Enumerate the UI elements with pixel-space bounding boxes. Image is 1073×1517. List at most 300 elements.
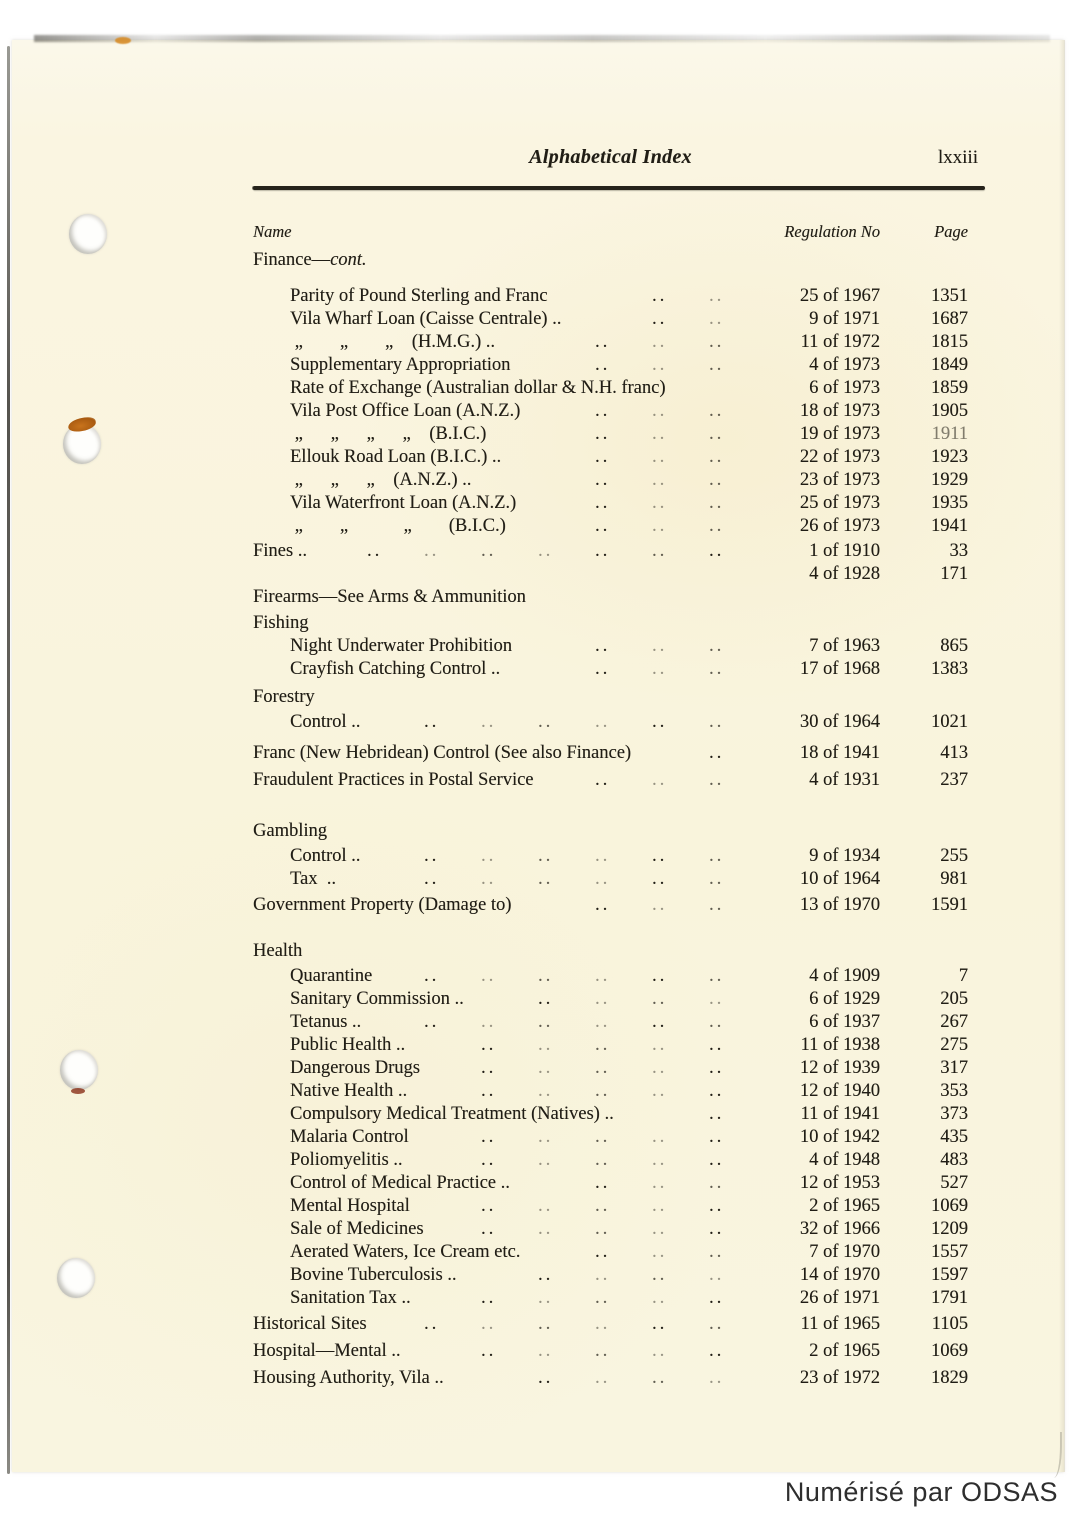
leader-dots: .. [481,1196,497,1216]
index-rows [253,249,968,1390]
leader-dots: .. [709,1012,725,1032]
leader-dots: .. [652,424,668,444]
regulation-no: 17 of 1968 [799,659,880,679]
regulation-no: 13 of 1970 [799,895,880,915]
entry-name: Finance—cont. [253,250,367,270]
dot-leader [464,988,766,1011]
entry-name: Native Health .. [290,1081,408,1101]
entry-name: Quarantine [290,966,373,986]
entry-name: Tetanus .. [290,1012,362,1032]
leader-dots: .. [424,541,440,561]
leader-dots: .. [709,1127,725,1147]
index-row [253,249,968,272]
entry-name: Government Property (Damage to) [253,895,512,915]
page-no: 353 [940,1081,968,1101]
index-row [253,400,968,423]
regulation-no: 23 of 1973 [799,470,880,490]
leader-dots: .. [367,541,383,561]
leader-dots: .. [709,1368,725,1388]
page-no: 267 [940,1012,968,1032]
regulation-no: 4 of 1931 [809,770,880,790]
leader-dots: .. [652,895,668,915]
leader-dots: .. [652,966,668,986]
leader-dots: .. [709,541,725,561]
leader-dots: .. [481,1341,497,1361]
leader-dots: .. [595,355,611,375]
index-content [253,220,968,1390]
index-row [253,515,968,538]
leader-dots: .. [481,1058,497,1078]
regulation-no: 2 of 1965 [809,1341,880,1361]
leader-dots: .. [595,332,611,352]
regulation-no: 11 of 1938 [800,1035,880,1055]
leader-dots: .. [709,1219,725,1239]
dot-leader [506,515,766,538]
regulation-no: 4 of 1928 [809,564,880,584]
leader-dots: .. [481,966,497,986]
leader-dots: .. [595,1265,611,1285]
dot-leader [336,868,766,891]
index-row [253,769,968,792]
regulation-no: 2 of 1965 [809,1196,880,1216]
regulation-no: 25 of 1967 [799,286,880,306]
page-no: 373 [940,1104,968,1124]
leader-dots: .. [652,447,668,467]
entry-name: Control of Medical Practice .. [290,1173,510,1193]
running-header [253,146,978,172]
regulation-no: 7 of 1970 [809,1242,880,1262]
leader-dots: .. [652,636,668,656]
index-row [253,469,968,492]
leader-dots: .. [709,1081,725,1101]
regulation-no: 9 of 1971 [809,309,880,329]
index-row [253,1264,968,1287]
leader-dots: .. [595,493,611,513]
regulation-no: 26 of 1971 [799,1288,880,1308]
leader-dots: .. [538,1196,554,1216]
index-row [253,1367,968,1390]
leader-dots: .. [595,636,611,656]
index-row [253,586,968,609]
regulation-no: 18 of 1973 [799,401,880,421]
regulation-no: 11 of 1965 [800,1314,880,1334]
page-title: Alphabetical Index [529,146,692,168]
leader-dots: .. [424,1314,440,1334]
leader-dots: .. [709,1242,725,1262]
regulation-no: 18 of 1941 [799,743,880,763]
regulation-no: 26 of 1973 [799,516,880,536]
leader-dots: .. [481,1012,497,1032]
leader-dots: .. [481,1288,497,1308]
page-no: 981 [940,869,968,889]
page-no: 1687 [931,309,968,329]
entry-name: Poliomyelitis .. [290,1150,403,1170]
dot-leader [486,423,766,446]
leader-dots: .. [595,966,611,986]
entry-name: Ellouk Road Loan (B.I.C.) .. [290,447,502,467]
dot-leader [511,894,766,917]
page-no: 1935 [931,493,968,513]
entry-name: Vila Post Office Loan (A.N.Z.) [290,401,521,421]
entry-name: Sanitation Tax .. [290,1288,411,1308]
entry-name: Hospital—Mental .. [253,1341,401,1361]
leader-dots: .. [595,869,611,889]
leader-dots: .. [595,470,611,490]
leader-dots: .. [652,1012,668,1032]
entry-name: Parity of Pound Sterling and Franc [290,286,548,306]
leader-dots: .. [595,1242,611,1262]
entry-name: Forestry [253,687,315,707]
regulation-no: 4 of 1948 [809,1150,880,1170]
leader-dots: .. [538,966,554,986]
leader-dots: .. [538,1012,554,1032]
page-no: 1911 [931,424,968,444]
index-row [253,1241,968,1264]
regulation-no: 11 of 1972 [800,332,880,352]
leader-dots: .. [595,712,611,732]
regulation-no: 6 of 1929 [809,989,880,1009]
regulation-no: 11 of 1941 [800,1104,880,1124]
leader-dots: .. [709,470,725,490]
leader-dots: .. [595,895,611,915]
dot-leader [510,1172,766,1195]
leader-dots: .. [424,869,440,889]
column-header-regulation: Regulation No [784,222,880,241]
dot-leader [444,1367,766,1390]
leader-dots: .. [538,712,554,732]
leader-dots: .. [538,1219,554,1239]
leader-dots: .. [709,989,725,1009]
leader-dots: .. [709,966,725,986]
leader-dots: .. [595,401,611,421]
page-no: 275 [940,1035,968,1055]
page-no: 1591 [931,895,968,915]
entry-name: Housing Authority, Vila .. [253,1368,444,1388]
leader-dots: .. [538,989,554,1009]
leader-dots: .. [652,493,668,513]
entry-name: Sale of Medicines [290,1219,424,1239]
entry-name: Control .. [290,712,361,732]
leader-dots: .. [481,1219,497,1239]
regulation-no: 19 of 1973 [799,424,880,444]
leader-dots: .. [652,309,668,329]
index-row [253,331,968,354]
regulation-no: 10 of 1964 [799,869,880,889]
index-row [253,612,968,635]
leader-dots: .. [652,1265,668,1285]
index-row [253,1011,968,1034]
leader-dots: .. [538,1368,554,1388]
page-no: 1905 [931,401,968,421]
leader-dots: .. [595,1127,611,1147]
dot-leader [512,635,766,658]
page-no: 1069 [931,1196,968,1216]
dot-leader [520,400,766,423]
dot-leader [520,1241,766,1264]
page-no: 435 [940,1127,968,1147]
leader-dots: .. [709,1265,725,1285]
entry-name: Control .. [290,846,361,866]
leader-dots: .. [481,1314,497,1334]
leader-dots: .. [595,770,611,790]
entry-name: Vila Wharf Loan (Caisse Centrale) .. [290,309,562,329]
regulation-no: 4 of 1909 [809,966,880,986]
index-row [253,1313,968,1336]
leader-dots: .. [538,1341,554,1361]
leader-dots: .. [595,1012,611,1032]
leader-dots: .. [538,1288,554,1308]
regulation-no: 1 of 1910 [809,541,880,561]
dot-leader [516,492,766,515]
dot-leader [403,1149,766,1172]
leader-dots: .. [709,493,725,513]
leader-dots: .. [595,447,611,467]
leader-dots: .. [595,1219,611,1239]
page-no: 1849 [931,355,968,375]
page-no: 1351 [931,286,968,306]
page-no: 1209 [931,1219,968,1239]
index-row [253,1218,968,1241]
regulation-no: 12 of 1953 [799,1173,880,1193]
index-row [253,1287,968,1310]
index-row [253,1340,968,1363]
dot-leader [495,331,766,354]
leader-dots: .. [538,846,554,866]
index-row [253,635,968,658]
entry-name: Fines .. [253,541,307,561]
entry-name: Public Health .. [290,1035,406,1055]
index-row [253,446,968,469]
leader-dots: .. [595,424,611,444]
index-row [253,285,968,308]
leader-dots: .. [481,1081,497,1101]
leader-dots: .. [709,1150,725,1170]
leader-dots: .. [652,1058,668,1078]
dot-leader [424,1218,766,1241]
leader-dots: .. [595,1341,611,1361]
leader-dots: .. [481,1150,497,1170]
leader-dots: .. [709,659,725,679]
column-header-name: Name [253,222,292,241]
page-no: 205 [940,989,968,1009]
index-row [253,540,968,563]
page-no: 1859 [931,378,968,398]
page-no: 1791 [931,1288,968,1308]
entry-name: Gambling [253,821,327,841]
leader-dots: .. [595,1173,611,1193]
leader-dots: .. [652,1196,668,1216]
leader-dots: .. [595,1314,611,1334]
dot-leader [400,1340,766,1363]
leader-dots: .. [595,1368,611,1388]
entry-name: Compulsory Medical Treatment (Natives) .. [290,1104,614,1124]
leader-dots: .. [652,659,668,679]
index-row [253,492,968,515]
leader-dots: .. [652,516,668,536]
page-no: 237 [940,770,968,790]
index-row [253,820,968,843]
dot-leader [367,1313,766,1336]
leader-dots: .. [538,1035,554,1055]
index-row [253,868,968,891]
page-no: 1021 [931,712,968,732]
index-row [253,1126,968,1149]
leader-dots: .. [652,1150,668,1170]
regulation-no: 7 of 1963 [809,636,880,656]
page-no: 1923 [931,447,968,467]
page-corner-curl [1050,1432,1062,1478]
leader-dots: .. [595,541,611,561]
leader-dots: .. [595,1035,611,1055]
leader-dots: .. [652,869,668,889]
page-no: 1069 [931,1341,968,1361]
leader-dots: .. [709,1196,725,1216]
regulation-no: 10 of 1942 [799,1127,880,1147]
regulation-no: 23 of 1972 [799,1368,880,1388]
leader-dots: .. [481,1035,497,1055]
leader-dots: .. [652,470,668,490]
rust-speck-icon [115,37,131,44]
leader-dots: .. [595,1150,611,1170]
index-row [253,377,968,400]
entry-name: Vila Waterfront Loan (A.N.Z.) [290,493,517,513]
leader-dots: .. [652,1314,668,1334]
entry-name: Historical Sites [253,1314,367,1334]
leader-dots: .. [709,1288,725,1308]
dot-leader [360,711,766,734]
index-row [253,1149,968,1172]
leader-dots: .. [424,1012,440,1032]
leader-dots: .. [709,1035,725,1055]
leader-dots: .. [652,286,668,306]
leader-dots: .. [652,332,668,352]
leader-dots: .. [538,1127,554,1147]
dot-leader [510,354,766,377]
page-no: 33 [949,541,968,561]
dot-leader [407,1080,766,1103]
entry-name: Night Underwater Prohibition [290,636,512,656]
leader-dots: .. [709,447,725,467]
leader-dots: .. [481,869,497,889]
entry-name: Rate of Exchange (Australian dollar & N.H. franc) [290,378,666,398]
leader-dots: .. [424,966,440,986]
page-no: 317 [940,1058,968,1078]
leader-dots: .. [595,516,611,536]
dot-leader [561,308,766,331]
page-no: 1383 [931,659,968,679]
page-no: 1815 [931,332,968,352]
entry-name: Firearms—See Arms & Ammunition [253,587,526,607]
leader-dots: .. [709,743,725,763]
index-row [253,563,968,586]
entry-name: Bovine Tuberculosis .. [290,1265,457,1285]
regulation-no: 4 of 1973 [809,355,880,375]
column-header-row [253,220,968,243]
leader-dots: .. [652,1127,668,1147]
regulation-no: 25 of 1973 [799,493,880,513]
entry-name: Mental Hospital [290,1196,410,1216]
index-row [253,423,968,446]
regulation-no: 12 of 1939 [799,1058,880,1078]
ink-speck-icon [71,1088,85,1094]
page-no: 413 [940,743,968,763]
regulation-no: 6 of 1973 [809,378,880,398]
page-no: 1829 [931,1368,968,1388]
regulation-no: 6 of 1937 [809,1012,880,1032]
leader-dots: .. [424,846,440,866]
index-row [253,894,968,917]
leader-dots: .. [709,636,725,656]
index-row [253,742,968,765]
dot-leader [361,1011,766,1034]
index-row [253,711,968,734]
leader-dots: .. [652,770,668,790]
dot-leader [614,1103,766,1126]
index-row [253,1172,968,1195]
entry-name-italic-suffix: cont. [330,250,367,270]
page-no: 1597 [931,1265,968,1285]
dot-leader [457,1264,766,1287]
leader-dots: .. [709,895,725,915]
dot-leader [547,285,766,308]
folio-number: lxxiii [937,147,978,168]
leader-dots: .. [709,424,725,444]
regulation-no: 32 of 1966 [799,1219,880,1239]
leader-dots: .. [652,712,668,732]
entry-name: Malaria Control [290,1127,409,1147]
index-row [253,354,968,377]
page-no: 1105 [931,1314,968,1334]
leader-dots: .. [595,659,611,679]
index-row [253,1057,968,1080]
page-no: 1929 [931,470,968,490]
leader-dots: .. [538,1058,554,1078]
leader-dots: .. [652,989,668,1009]
leader-dots: .. [709,1104,725,1124]
leader-dots: .. [652,1173,668,1193]
dot-leader [420,1057,766,1080]
entry-name: Supplementary Appropriation [290,355,511,375]
leader-dots: .. [595,989,611,1009]
dot-leader [410,1195,766,1218]
leader-dots: .. [709,355,725,375]
leader-dots: .. [652,355,668,375]
leader-dots: .. [538,1081,554,1101]
leader-dots: .. [481,1127,497,1147]
index-row [253,988,968,1011]
leader-dots: .. [709,770,725,790]
regulation-no: 14 of 1970 [799,1265,880,1285]
index-row [253,686,968,709]
page-no: 1941 [931,516,968,536]
index-row [253,1034,968,1057]
leader-dots: .. [652,1242,668,1262]
regulation-no: 12 of 1940 [799,1081,880,1101]
entry-name: Sanitary Commission .. [290,989,464,1009]
entry-name: „ „ „ (B.I.C.) [290,516,506,536]
dot-leader [409,1126,766,1149]
leader-dots: .. [709,712,725,732]
leader-dots: .. [538,869,554,889]
entry-name: Fraudulent Practices in Postal Service [253,770,534,790]
leader-dots: .. [538,1265,554,1285]
entry-name: „ „ „ „ (B.I.C.) [290,424,487,444]
leader-dots: .. [652,1288,668,1308]
scan-watermark: Numérisé par ODSAS [784,1477,1058,1507]
leader-dots: .. [709,332,725,352]
entry-name: Tax .. [290,869,336,889]
scan-top-edge-smudge [34,35,1050,42]
